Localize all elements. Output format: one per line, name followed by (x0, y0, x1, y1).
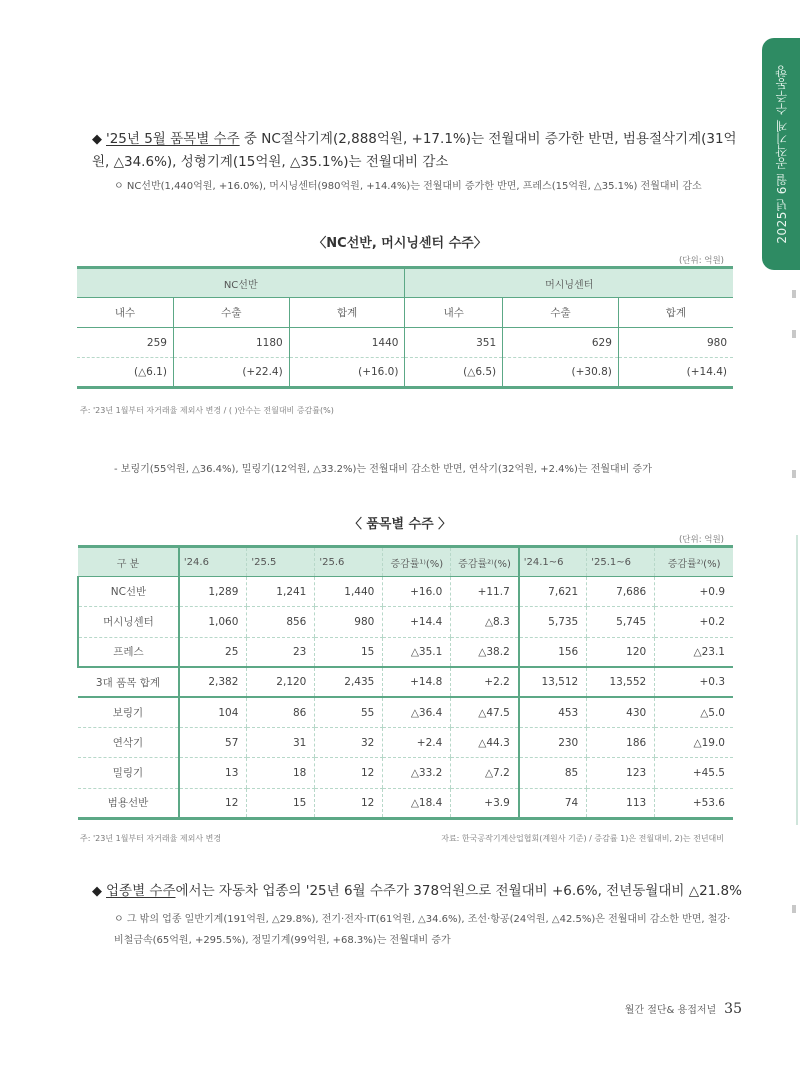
table-cell: 1,241 (247, 577, 315, 607)
section2-text: 에서는 자동차 업종의 '25년 6월 수주가 378억원으로 전월대비 +6.6%, 전년동월대비 △21.8% (175, 883, 742, 899)
table-cell: 1440 (289, 328, 405, 358)
table-row (78, 697, 733, 727)
table-cell: 980 (315, 607, 383, 637)
row-label: 머시닝센터 (78, 607, 179, 637)
table-cell: 74 (519, 788, 587, 818)
column-header: 증감률²⁾(%) (655, 547, 733, 577)
table2-unit: (단위: 억원) (678, 535, 724, 545)
table-cell: +53.6 (655, 788, 733, 818)
row-label: 범용선반 (78, 788, 179, 818)
diamond-bullet-icon: ◆ (92, 884, 102, 899)
table-cell: +16.0 (383, 577, 451, 607)
table-cell: △38.2 (451, 637, 519, 667)
table-cell: △35.1 (383, 637, 451, 667)
edge-mark (792, 290, 796, 298)
edge-mark (792, 905, 796, 913)
table-cell: 351 (405, 328, 503, 358)
group-header: NC선반 (77, 268, 405, 298)
column-header: '25.5 (247, 547, 315, 577)
page-footer (625, 1001, 742, 1017)
column-header: 합계 (289, 298, 405, 328)
section1-sub: ㅇ NC선반(1,440억원, +16.0%), 머시닝센터(980억원, +14.4%)는 전월대비 증가한 반면, 프레스(15억원, △35.1%) 전월대비 감소 (114, 181, 702, 192)
row-label: NC선반 (78, 577, 179, 607)
table-cell: 31 (247, 728, 315, 758)
table-cell: +2.4 (383, 728, 451, 758)
column-header: 수출 (503, 298, 619, 328)
table-row (78, 758, 733, 788)
table-cell: 156 (519, 637, 587, 667)
column-header: 수출 (173, 298, 289, 328)
table-cell: 13,552 (587, 667, 655, 697)
column-header: 구 분 (78, 547, 179, 577)
table-cell: 104 (179, 697, 247, 727)
table-row (78, 607, 733, 637)
page-number: 35 (724, 1001, 742, 1017)
section2-heading: 업종별 수주 (106, 883, 176, 899)
table-cell: 120 (587, 637, 655, 667)
table-cell: 259 (77, 328, 173, 358)
orders-by-item-table (77, 545, 733, 820)
table-cell: +0.3 (655, 667, 733, 697)
group-header: 머시닝센터 (405, 268, 733, 298)
table-cell: 13,512 (519, 667, 587, 697)
table-cell: 113 (587, 788, 655, 818)
table-cell: △33.2 (383, 758, 451, 788)
column-header: 내수 (405, 298, 503, 328)
table-cell: (△6.1) (77, 358, 173, 388)
table2-note-right: 자료: 한국공작기계산업협회(계원사 기준) / 증감률 1)은 전월대비, 2)는 전년대비 (441, 834, 724, 843)
table-cell: (+30.8) (503, 358, 619, 388)
table-cell: 57 (179, 728, 247, 758)
table2-title: 〈 품목별 수주 〉 (348, 517, 452, 532)
section1-bullet (92, 128, 742, 173)
section2-bullet (92, 880, 742, 903)
magazine-name: 월간 절단& 용접저널 (624, 1005, 717, 1016)
table-cell: 12 (179, 788, 247, 818)
table-row (77, 328, 733, 358)
column-header: '25.6 (315, 547, 383, 577)
row-label: 밀링기 (78, 758, 179, 788)
table-cell: △7.2 (451, 758, 519, 788)
column-header: '25.1~6 (587, 547, 655, 577)
table-cell: 123 (587, 758, 655, 788)
row-label: 연삭기 (78, 728, 179, 758)
diamond-bullet-icon: ◆ (92, 132, 102, 147)
table-cell: △47.5 (451, 697, 519, 727)
table-row (78, 637, 733, 667)
table-cell: 85 (519, 758, 587, 788)
table-row-total (78, 667, 733, 697)
table-cell: 2,435 (315, 667, 383, 697)
table-cell: 430 (587, 697, 655, 727)
table-cell: 1,060 (179, 607, 247, 637)
table-cell: △44.3 (451, 728, 519, 758)
table-cell: (+22.4) (173, 358, 289, 388)
section2-sub: ㅇ 그 밖의 업종 일반기계(191억원, △29.8%), 전기·전자·IT(61억원, △34.6%), 조선·항공(24억원, △42.5%)은 전월대비 감소한 반면, 철강·비철금속(65억원, +295.5%), 정밀기계(99억원, +68.3%)는 전월대비 증가 (114, 914, 731, 946)
edge-mark (792, 330, 796, 338)
table-cell: 18 (247, 758, 315, 788)
table-cell: 186 (587, 728, 655, 758)
column-header: 합계 (618, 298, 733, 328)
table-cell: 2,382 (179, 667, 247, 697)
table-cell: 1,440 (315, 577, 383, 607)
table-cell: △36.4 (383, 697, 451, 727)
table-cell: 86 (247, 697, 315, 727)
table-cell: (+16.0) (289, 358, 405, 388)
section1-text: 중 NC절삭기계(2,888억원, +17.1%)는 전월대비 증가한 반면, 범용절삭기계(31억원, △34.6%), 성형기계(15억원, △35.1%)는 전월대비 감소 (92, 131, 737, 170)
table-cell: (△6.5) (405, 358, 503, 388)
column-header: 증감률²⁾(%) (451, 547, 519, 577)
dash-text: - 보링기(55억원, △36.4%), 밀링기(12억원, △33.2%)는 전월대비 감소한 반면, 연삭기(32억원, +2.4%)는 전월대비 증가 (114, 464, 652, 475)
table-cell: +14.4 (383, 607, 451, 637)
table-cell: 230 (519, 728, 587, 758)
column-header: '24.6 (179, 547, 247, 577)
column-header: '24.1~6 (519, 547, 587, 577)
table-cell: +0.2 (655, 607, 733, 637)
table-cell: △19.0 (655, 728, 733, 758)
table-row (78, 788, 733, 818)
table-cell: 13 (179, 758, 247, 788)
edge-divider (796, 535, 798, 825)
table-cell: 32 (315, 728, 383, 758)
table-cell: 23 (247, 637, 315, 667)
table-cell: △23.1 (655, 637, 733, 667)
table-cell: 15 (247, 788, 315, 818)
table-cell: 5,735 (519, 607, 587, 637)
table-cell: 7,686 (587, 577, 655, 607)
table-cell: (+14.4) (618, 358, 733, 388)
table2-note-left: 주: '23년 1월부터 자거래율 제외사 변경 (80, 834, 222, 843)
table-cell: △5.0 (655, 697, 733, 727)
table-cell: +11.7 (451, 577, 519, 607)
table1-note: 주: '23년 1월부터 자거래율 제외사 변경 / ( )안수는 전월대비 증감률(%) (80, 406, 334, 415)
table-row (78, 728, 733, 758)
table1-title: 〈NC선반, 머시닝센터 수주〉 (313, 236, 487, 251)
table-cell: 15 (315, 637, 383, 667)
table1-unit: (단위: 억원) (678, 256, 724, 266)
table-cell: △18.4 (383, 788, 451, 818)
table-cell: 5,745 (587, 607, 655, 637)
table-cell: △8.3 (451, 607, 519, 637)
side-tab-label: 2025년 6월 공작기계 수주동향 (774, 64, 789, 244)
column-header: 내수 (77, 298, 173, 328)
table-cell: 12 (315, 788, 383, 818)
table-cell: 629 (503, 328, 619, 358)
table-cell: 980 (618, 328, 733, 358)
table-row (78, 577, 733, 607)
table-cell: +0.9 (655, 577, 733, 607)
table-cell: 25 (179, 637, 247, 667)
table-cell: 7,621 (519, 577, 587, 607)
table-cell: +45.5 (655, 758, 733, 788)
edge-mark (792, 470, 796, 478)
row-label: 프레스 (78, 637, 179, 667)
row-label: 보링기 (78, 697, 179, 727)
table-cell: 55 (315, 697, 383, 727)
table-cell: 2,120 (247, 667, 315, 697)
table-row (77, 358, 733, 388)
table-cell: 856 (247, 607, 315, 637)
row-label: 3대 품목 합계 (78, 667, 179, 697)
table-cell: 12 (315, 758, 383, 788)
table-cell: +2.2 (451, 667, 519, 697)
nc-lathe-machining-center-table (77, 266, 733, 389)
table-cell: 1180 (173, 328, 289, 358)
table-cell: 1,289 (179, 577, 247, 607)
table-cell: +14.8 (383, 667, 451, 697)
section1-heading: '25년 5월 품목별 수주 (106, 131, 240, 147)
table-cell: +3.9 (451, 788, 519, 818)
table-cell: 453 (519, 697, 587, 727)
column-header: 증감률¹⁾(%) (383, 547, 451, 577)
